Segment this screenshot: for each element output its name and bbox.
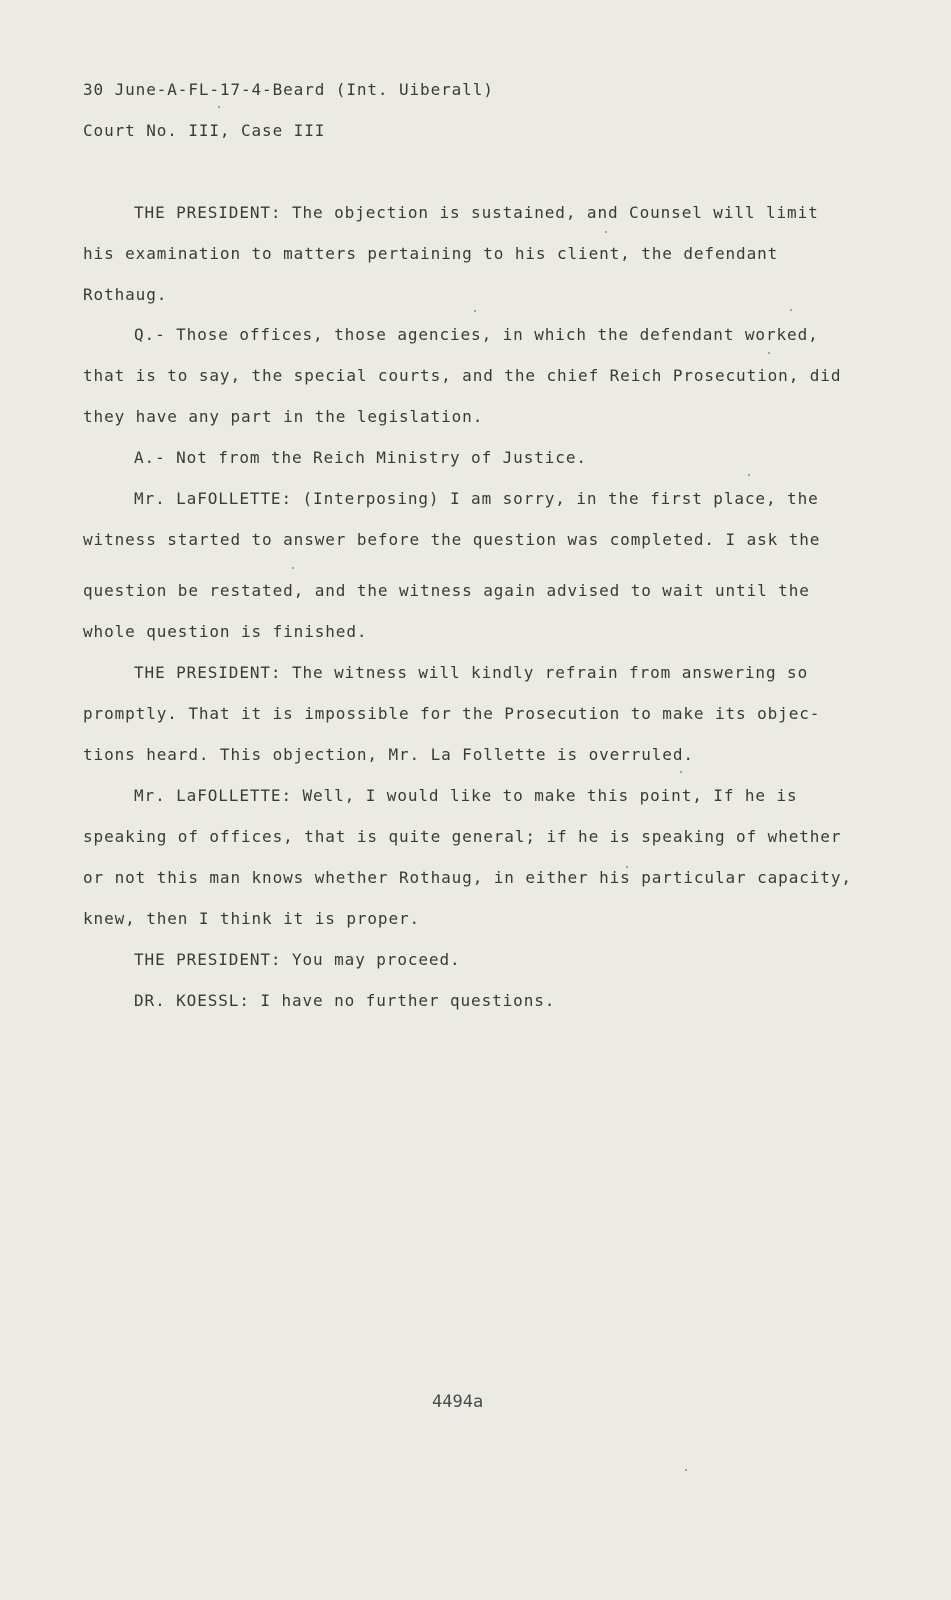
transcript-line: speaking of offices, that is quite general; if he is speaking of whether — [83, 827, 842, 846]
transcript-line: A.- Not from the Reich Ministry of Justice. — [134, 448, 587, 467]
paper-speck — [292, 567, 294, 569]
paper-speck — [685, 1469, 687, 1471]
paper-speck — [605, 231, 607, 233]
paper-speck — [680, 771, 682, 773]
transcript-line: THE PRESIDENT: The objection is sustained, and Counsel will limit — [134, 203, 819, 222]
header-court: Court No. III, Case III — [83, 121, 326, 140]
transcript-line: Rothaug. — [83, 285, 168, 304]
transcript-line: that is to say, the special courts, and the chief Reich Prosecution, did — [83, 366, 842, 385]
transcript-line: witness started to answer before the question was completed. I ask the — [83, 530, 821, 549]
header-reference: 30 June-A-FL-17-4-Beard (Int. Uiberall) — [83, 80, 494, 99]
transcript-line: Q.- Those offices, those agencies, in which the defendant worked, — [134, 325, 819, 344]
transcript-line: or not this man knows whether Rothaug, in either his particular capacity, — [83, 868, 852, 887]
page-number: 4494a — [432, 1392, 484, 1412]
transcript-line: knew, then I think it is proper. — [83, 909, 421, 928]
transcript-line: whole question is finished. — [83, 622, 368, 641]
paper-speck — [768, 352, 770, 354]
transcript-line: Mr. LaFOLLETTE: (Interposing) I am sorry, in the first place, the — [134, 489, 819, 508]
transcript-line: question be restated, and the witness again advised to wait until the — [83, 581, 810, 600]
transcript-line: THE PRESIDENT: The witness will kindly refrain from answering so — [134, 663, 809, 682]
paper-speck — [748, 474, 750, 476]
transcript-line: his examination to matters pertaining to his client, the defendant — [83, 244, 779, 263]
transcript-line: THE PRESIDENT: You may proceed. — [134, 950, 461, 969]
paper-speck — [474, 310, 476, 312]
transcript-line: promptly. That it is impossible for the Prosecution to make its objec- — [83, 704, 821, 723]
transcript-line: Mr. LaFOLLETTE: Well, I would like to make this point, If he is — [134, 786, 798, 805]
paper-speck — [790, 309, 792, 311]
paper-speck — [626, 866, 628, 868]
transcript-line: they have any part in the legislation. — [83, 407, 484, 426]
paper-speck — [218, 106, 220, 108]
transcript-line: DR. KOESSL: I have no further questions. — [134, 991, 556, 1010]
transcript-line: tions heard. This objection, Mr. La Follette is overruled. — [83, 745, 694, 764]
